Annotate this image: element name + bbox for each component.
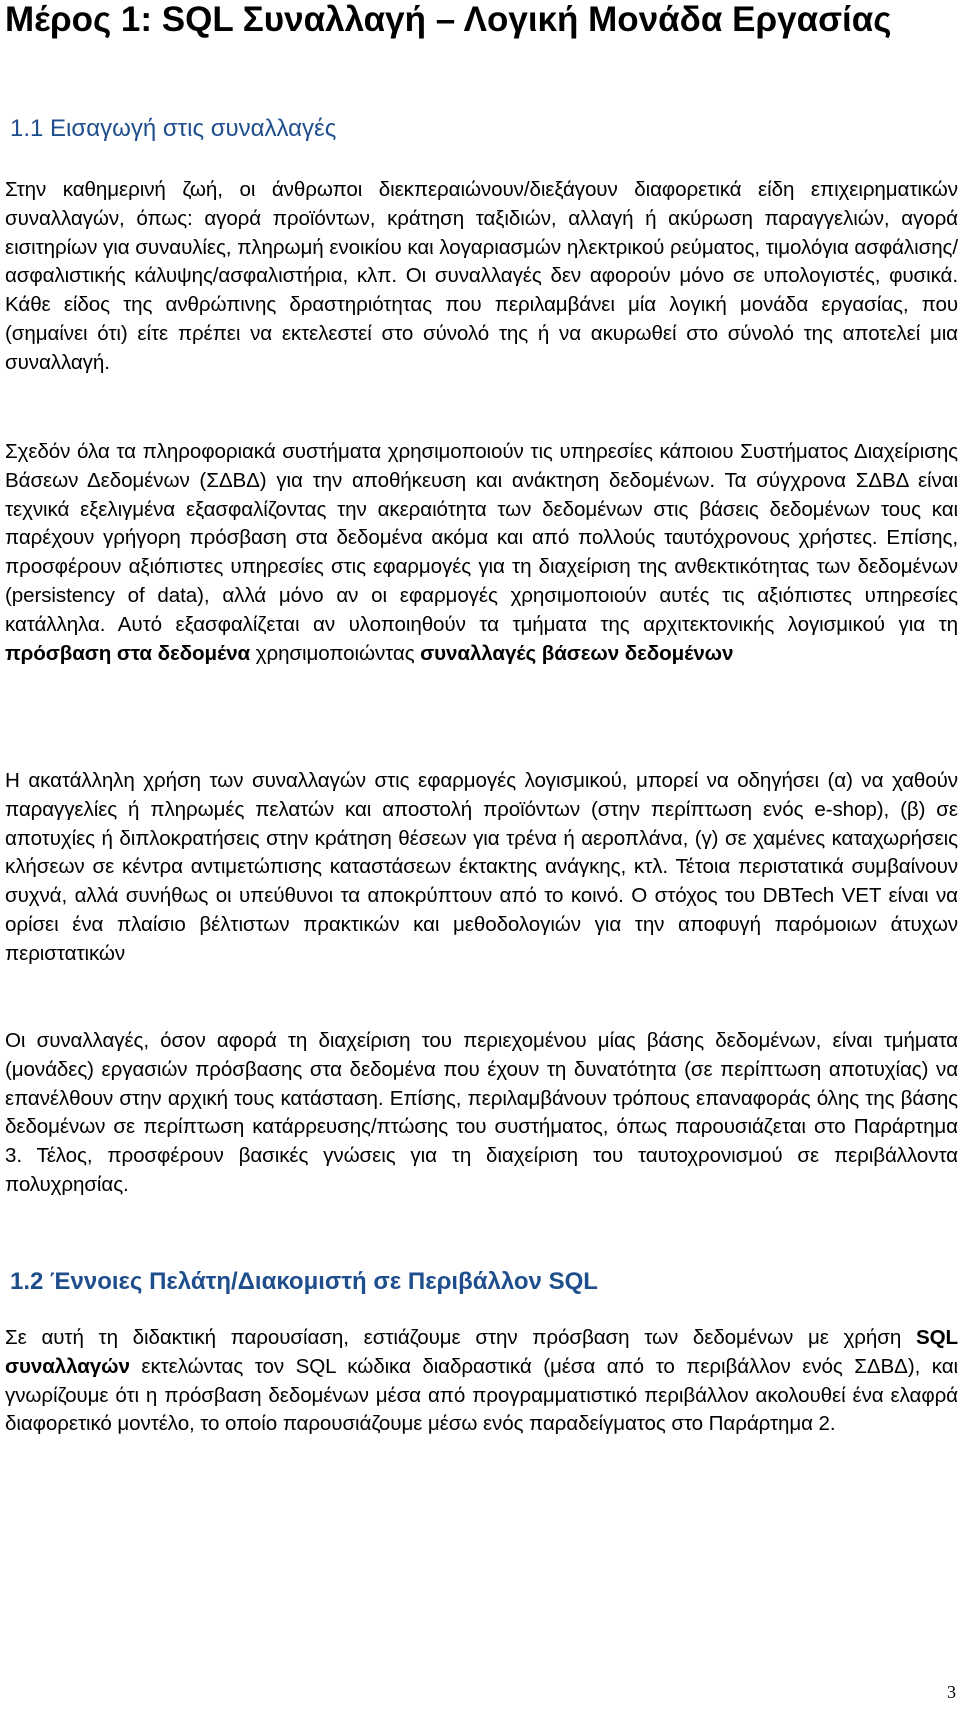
paragraph-intro: Στην καθημερινή ζωή, οι άνθρωποι διεκπεραιώνουν/διεξάγουν διαφορετικά είδη επιχειρηματικών συναλλαγών, όπως: αγορά προϊόντων, κράτηση ταξιδιών, αλλαγή ή ακύρωση παραγγελιών, αγορά εισιτηρίων για συναυλίες, πληρωμή ενοικίου και λογαριασμών ηλεκτρικού ρεύματος, τιμολόγια ασφάλισης/ασφαλιστικής κάλυψης/ασφαλιστήρια, κλπ. Οι συναλλαγές δεν αφορούν μόνο σε υπολογιστές, φυσικά. Κάθε είδος της ανθρώπινης δραστηριότητας που περιλαμβάνει μία λογική μονάδα εργασίας, που (σημαίνει ότι) είτε πρέπει να εκτελεστεί στο σύνολό της ή να ακυρωθεί στο σύνολό της αποτελεί μια συναλλαγή.	[5, 178, 958, 374]
paragraph-recovery: Οι συναλλαγές, όσον αφορά τη διαχείριση του περιεχομένου μίας βάσης δεδομένων, είναι τμήματα (μονάδες) εργασιών πρόσβασης στα δεδομένα που έχουν τη δυνατότητα (σε περίπτωση αποτυχίας) να επανέλθουν στην αρχική τους κατάσταση. Επίσης, περιλαμβάνουν τρόπους επαναφοράς όλης της βάσης δεδομένων σε περίπτωση κατάρρευσης/πτώσης του συστήματος, όπως παρουσιάζεται στο Παράρτημα 3. Τέλος, προσφέρουν βασικές γνώσεις για τη διαχείριση του ταυτοχρονισμού σε περιβάλλοντα πολυχρησίας.	[5, 1029, 958, 1196]
section-title: Εισαγωγή στις συναλλαγές	[50, 115, 337, 142]
emphasis-sql-transactions: SQL συναλλαγών	[5, 1326, 958, 1378]
page-number: 3	[947, 1682, 956, 1702]
section-number: 1.2	[10, 1268, 44, 1295]
paragraph-text: εκτελώντας τον SQL κώδικα διαδραστικά (μέσα από το περιβάλλον ενός ΣΔΒΔ), και γνωρίζουμε ότι η πρόσβαση δεδομένων μέσα από προγραμματιστικό περιβάλλον ακολουθεί ένα ελαφρά διαφορετικό μοντέλο, το οποίο παρουσιάζουμε μέσω ενός παραδείγματος στο Παράρτημα 2.	[5, 1354, 958, 1436]
paragraph-misuse: Η ακατάλληλη χρήση των συναλλαγών στις εφαρμογές λογισμικού, μπορεί να οδηγήσει (α) να χαθούν παραγγελίες ή πληρωμές πελατών και αποστολή προϊόντων (στην περίπτωση ενός e-shop), (β) σε αποτυχίες ή διπλοκρατήσεις στην κράτηση θέσεων για τρένα ή αεροπλάνα, (γ) σε χαμένες καταχωρήσεις κλήσεων σε κέντρα αντιμετώπισης καταστάσεων έκτακτης ανάγκης, κτλ. Τέτοια περιστατικά συμβαίνουν συχνά, αλλά συνήθως οι υπεύθυνοι τα αποκρύπτουν από το κοινό. Ο στόχος του DBTech VET είναι να ορίσει ένα πλαίσιο βέλτιστων πρακτικών και μεθοδολογιών για την αποφυγή παρόμοιων άτυχων περιστατικών	[5, 769, 958, 965]
paragraph-text: χρησιμοποιώντας	[250, 641, 421, 665]
paragraph-text: Σε αυτή τη διδακτική παρουσίαση, εστιάζουμε στην πρόσβαση των δεδομένων με χρήση	[5, 1326, 916, 1349]
section-number: 1.1	[10, 115, 44, 142]
document-title: Μέρος 1: SQL Συναλλαγή – Λογική Μονάδα Εργασίας	[5, 0, 892, 39]
paragraph-client-server	[5, 1324, 958, 1439]
emphasis-db-transactions: συναλλαγές βάσεων δεδομένων	[420, 641, 734, 665]
emphasis-data-access: πρόσβαση στα δεδομένα	[5, 641, 251, 665]
paragraph-text: Σχεδόν όλα τα πληροφοριακά συστήματα χρησιμοποιούν τις υπηρεσίες κάποιου Συστήματος Διαχείρισης Βάσεων Δεδομένων (ΣΔΒΔ) για την αποθήκευση και ανάκτηση δεδομένων. Τα σύγχρονα ΣΔΒΔ είναι τεχνικά εξελιγμένα εξασφαλίζοντας την ακεραιότητα των δεδομένων στις βάσεις δεδομένων τους και παρέχουν γρήγορη πρόσβαση στα δεδομένα ακόμα και από πολλούς ταυτόχρονους χρήστες. Επίσης, προσφέρουν αξιόπιστες υπηρεσίες στις εφαρμογές για τη διαχείριση της ανθεκτικότητας των δεδομένων (persistency of data), αλλά μόνο αν οι εφαρμογές χρησιμοποιούν αυτές τις αξιόπιστες υπηρεσίες κατάλληλα. Αυτό εξασφαλίζεται αν υλοποιηθούν τα τμήματα της αρχιτεκτονικής λογισμικού για τη	[5, 440, 958, 636]
paragraph-dbms	[5, 438, 958, 668]
section-title: Έννοιες Πελάτη/Διακομιστή σε Περιβάλλον SQL	[50, 1268, 598, 1295]
section-heading-1-2	[10, 1267, 598, 1297]
section-heading-1-1	[10, 114, 336, 144]
